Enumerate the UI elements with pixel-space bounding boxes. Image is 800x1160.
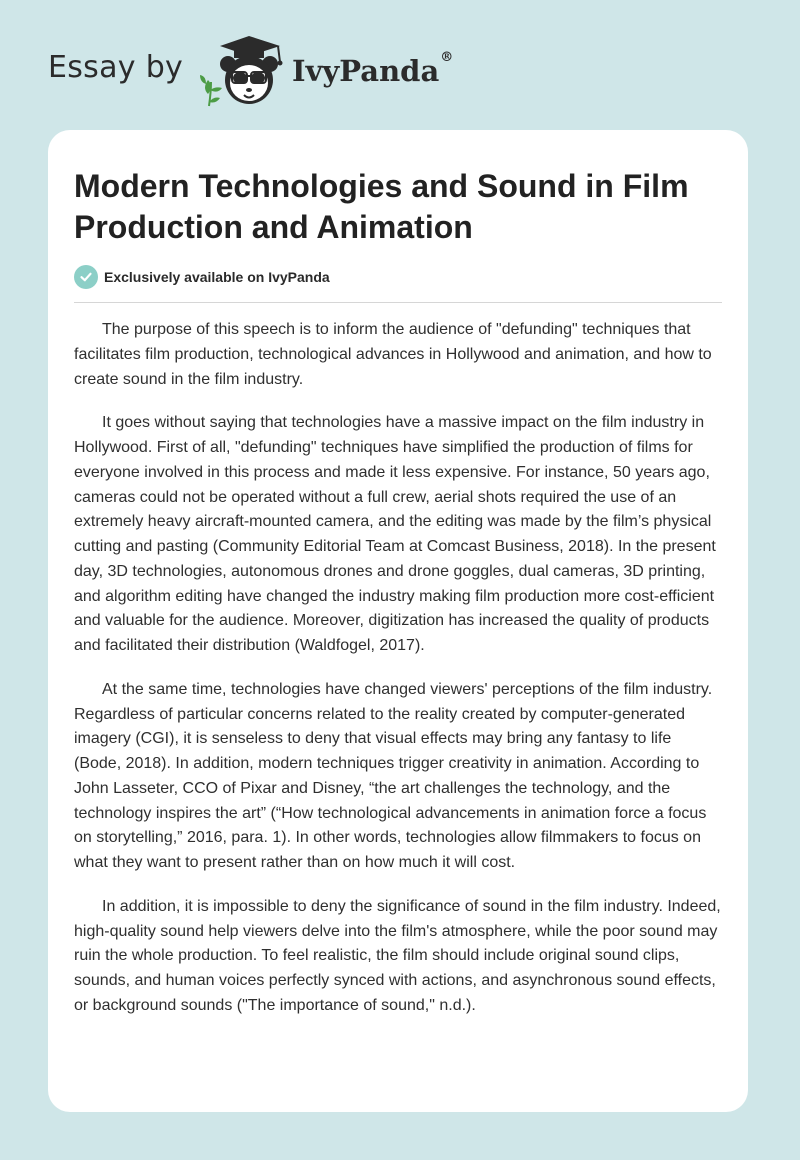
brand-name[interactable]	[292, 50, 454, 88]
paragraph: The purpose of this speech is to inform the audience of "defunding" techniques that facilitates film production, technological advances in Hollywood and animation, and how to create sound in the film industry.	[74, 321, 712, 388]
brand-label: IvyPanda	[292, 54, 440, 88]
site-header	[48, 34, 548, 114]
paragraph: It goes without saying that technologies have a massive impact on the film industry in Hollywood. First of all, "defunding" techniques have simplified the production of films for everyone involved in this process and made it less expensive. For instance, 50 years ago, cameras could not be operated without a full crew, aerial shots required the use of an extremely heavy aircraft-mounted camera, and the editing was made by the film’s physical cutting and pasting (Community Editorial Team at Comcast Business, 2018). In the present day, 3D technologies, autonomous drones and drone goggles, dual cameras, 3D printing, and algorithm editing have changed the industry making film production more cost-efficient and valuable for the audience. Moreover, digitization has increased the quality of products and facilitated their distribution (Waldfogel, 2017).	[74, 414, 716, 654]
registered-mark: ®	[440, 50, 454, 65]
check-icon	[74, 265, 98, 289]
divider	[74, 302, 722, 303]
essay-card	[48, 130, 748, 1112]
essay-title: Modern Technologies and Sound in Film Production and Animation	[74, 168, 689, 245]
paragraph: In addition, it is impossible to deny the significance of sound in the film industry. Indeed, high-quality sound help viewers delve into the film's atmosphere, while the poor sound may ruin the whole production. To feel realistic, the film should include original sound clips, sounds, and human voices perfectly synced with actions, and asynchronous sound effects, or background sounds ("The importance of sound," n.d.).	[74, 897, 721, 1014]
exclusive-badge	[74, 264, 330, 290]
essay-body	[74, 318, 722, 1038]
paragraph: At the same time, technologies have changed viewers' perceptions of the film industry. Regardless of particular concerns related to the reality created by computer-generated imagery (CGI), it is senseless to deny that visual effects may bring any fantasy to life (Bode, 2018). In addition, modern techniques trigger creativity in animation. According to John Lasseter, CCO of Pixar and Disney, “the art challenges the technology, and the technology inspires the art” (“How technological advancements in animation force a focus on storytelling,” 2016, para. 1). In other words, technologies allow filmmakers to focus on what they want to present rather than on how much it will cost.	[74, 680, 713, 871]
exclusive-badge-text: Exclusively available on IvyPanda	[104, 269, 330, 285]
panda-graduate-icon[interactable]	[200, 34, 290, 108]
essay-by-label: Essay by	[48, 50, 184, 85]
